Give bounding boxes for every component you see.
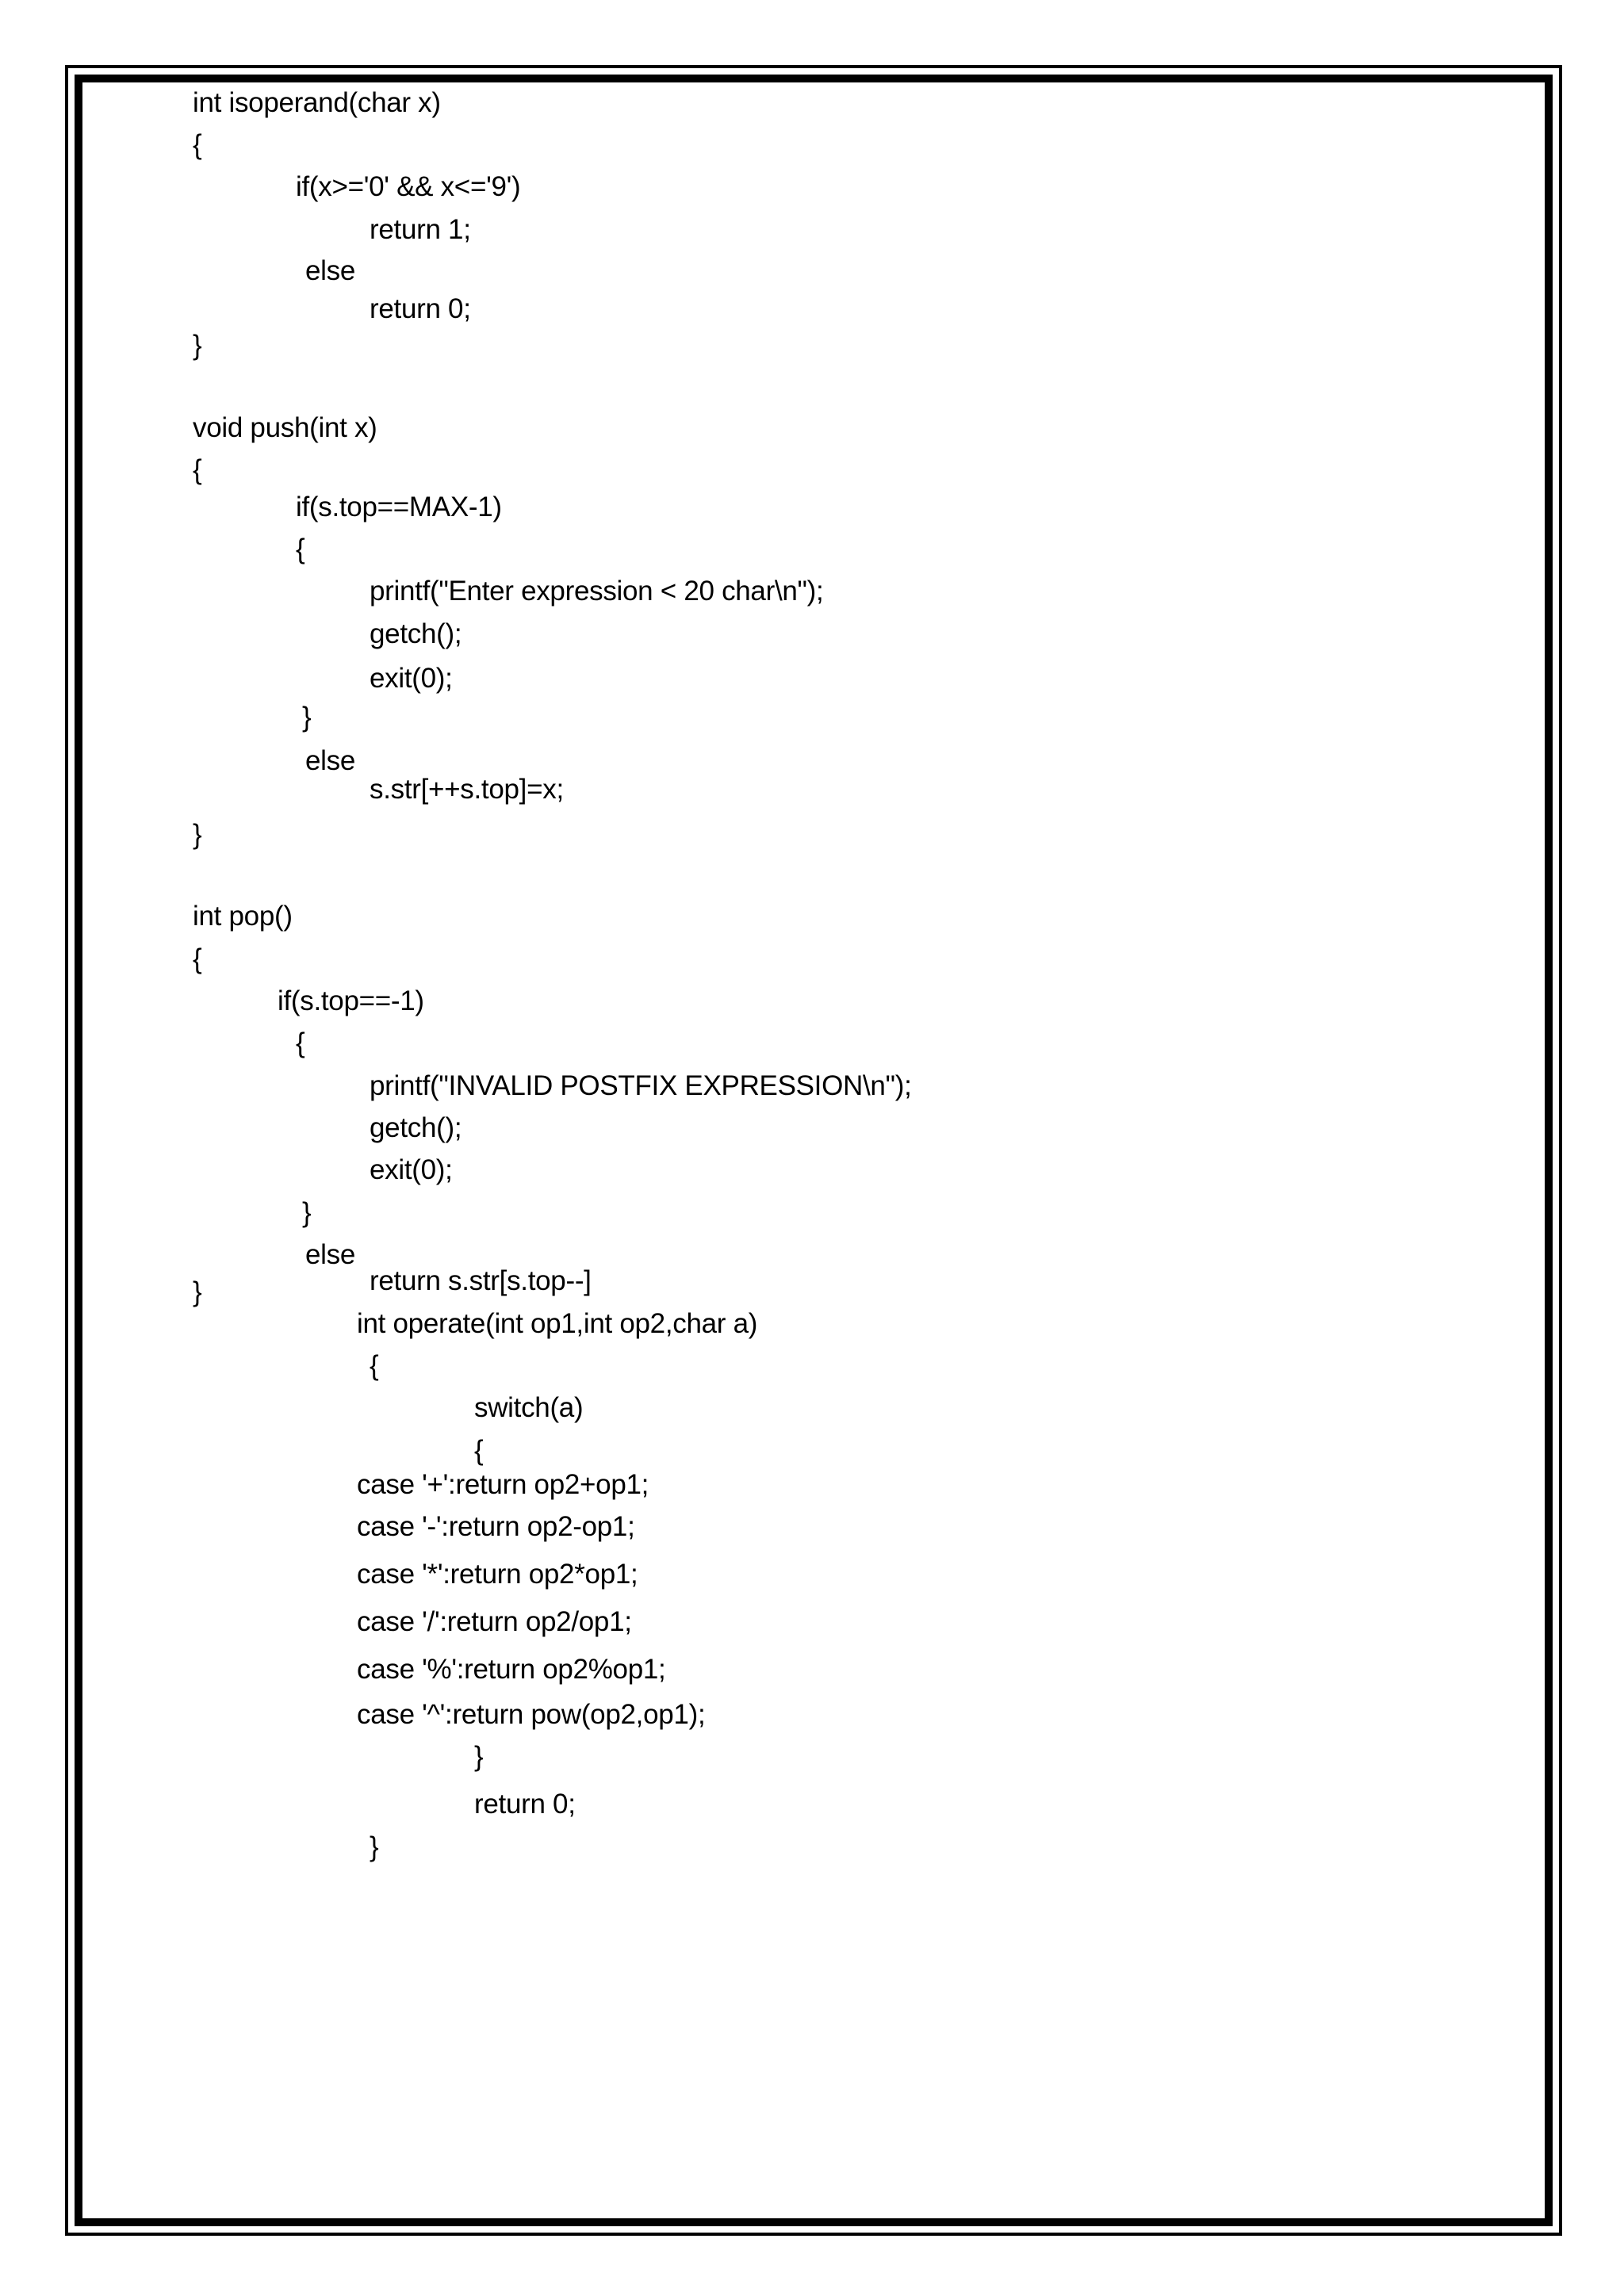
code-line: s.str[++s.top]=x; <box>370 774 564 805</box>
code-line: { <box>193 943 202 974</box>
code-line: case '/':return op2/op1; <box>357 1606 632 1637</box>
code-line: printf("INVALID POSTFIX EXPRESSION\n"); <box>370 1070 912 1101</box>
code-line: } <box>193 819 202 850</box>
code-line: case '-':return op2-op1; <box>357 1511 635 1542</box>
code-line: return 0; <box>474 1789 576 1820</box>
code-line: case '*':return op2*op1; <box>357 1559 638 1590</box>
code-line: } <box>193 1276 202 1307</box>
code-line: else <box>305 745 356 776</box>
code-line: switch(a) <box>474 1392 584 1423</box>
code-line: printf("Enter expression < 20 char\n"); <box>370 576 824 607</box>
code-line: if(s.top==-1) <box>278 985 424 1016</box>
code-line: else <box>305 255 356 286</box>
code-line: int isoperand(char x) <box>193 87 441 118</box>
code-line: case '^':return pow(op2,op1); <box>357 1699 706 1730</box>
code-line: } <box>302 702 312 733</box>
code-line: { <box>193 454 202 485</box>
code-line: case '%':return op2%op1; <box>357 1654 666 1685</box>
code-line: } <box>474 1741 484 1772</box>
code-line: return 0; <box>370 293 471 324</box>
code-line: if(x>='0' && x<='9') <box>296 171 521 202</box>
code-line: return 1; <box>370 214 471 245</box>
code-line: { <box>370 1350 379 1381</box>
code-line: exit(0); <box>370 663 453 694</box>
code-line: } <box>370 1831 379 1862</box>
code-line: int operate(int op1,int op2,char a) <box>357 1308 758 1339</box>
code-line: { <box>193 129 202 160</box>
code-line: void push(int x) <box>193 412 377 443</box>
code-line: case '+':return op2+op1; <box>357 1469 649 1500</box>
code-line: { <box>474 1435 484 1466</box>
code-line: else <box>305 1239 356 1270</box>
code-line: int pop() <box>193 901 293 932</box>
code-line: getch(); <box>370 1112 462 1143</box>
code-line: return s.str[s.top--] <box>370 1265 592 1296</box>
page-border-inner <box>75 75 1553 2226</box>
code-line: { <box>296 1027 305 1058</box>
code-line: exit(0); <box>370 1154 453 1185</box>
code-line: { <box>296 534 305 564</box>
code-line: if(s.top==MAX-1) <box>296 492 502 522</box>
code-line: } <box>193 330 202 361</box>
code-line: } <box>302 1197 312 1228</box>
code-line: getch(); <box>370 618 462 649</box>
